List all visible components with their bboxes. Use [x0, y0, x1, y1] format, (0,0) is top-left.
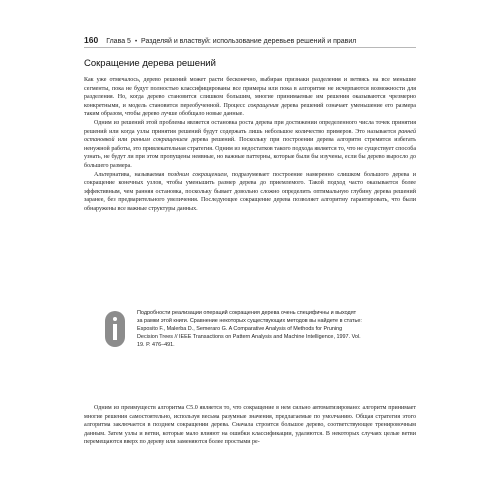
emphasized-term: ранней остановкой [84, 128, 416, 144]
emphasized-term: сокращения [247, 102, 279, 109]
running-header [84, 35, 430, 45]
header-divider [84, 47, 416, 48]
paragraph: Как уже отмечалось, дерево решений может расти бесконечно, выбирая признаки разделения и ветвясь на все меньшие сегменты, пока не будут полностью классифицированы все примеры или пока в алгоритме не исчерпаются возможности для разделения. Но, когда дерево становится слишком большим, многие принимаемые им решения оказываются чрезмерно конкретными, и модель становится переобученной. Процесс сокращения дерева решений означает уменьшение его размера таким образом, чтобы дерево лучше обобщало новые данные. [84, 77, 416, 118]
body-text-continued [84, 404, 416, 447]
note-box [84, 309, 416, 349]
paragraph: Одним из преимуществ алгоритма C5.0 является то, что сокращение в нем сильно автоматизировано: алгоритм принимает многие решения самостоятельно, используя весьма разумные значения, предлагаемые по умолчанию. Общая стратегия этого алгоритма заключается в позднем сокращении дерева. Сначала строится большое дерево, соответствующее тренировочным данным. Затем узлы и ветви, которые мало влияют на ошибки классификации, удаляются. В некоторых случаях целые ветви перемещаются вверх по дереву или заменяются более простыми ре- [84, 405, 416, 446]
page-number: 160 [84, 35, 99, 45]
note-text: Подробности реализации операций сокращения дерева очень специфичны и выходят за рамки этой книги. Сравнение некоторых существующих методов вы найдете в статье: Esposito F., Malerba D., Semeraro G. A Comparative Analysis of Methods for Pruning Decision Trees // IEEE Transactions on Pattern Analysis and Machine Intelligence, 1997. Vol. 19. P. 476–491. [137, 310, 362, 349]
chapter-label: Глава 5 [106, 38, 131, 45]
info-icon [105, 311, 125, 347]
chapter-title: Разделяй и властвуй: использование деревьев решений и правил [141, 38, 357, 45]
emphasized-term: поздним сокращением [167, 171, 227, 178]
paragraph: Альтернатива, называемая поздним сокращением, подразумевает построение намеренно слишком большого дерева и сокращение конечных узлов, чтобы уменьшить размер дерева до приемлемого. Такой подход часто оказывается более эффективным, чем ранняя остановка, поскольку бывает довольно сложно определить оптимальную глубину дерева решений заранее, без предварительного увеличения. Последующее сокращение дерева позволяет алгоритму гарантировать, что были обнаружены все важные структуры данных. [84, 171, 416, 212]
section-heading: Сокращение дерева решений [84, 58, 216, 69]
paragraph: Одним из решений этой проблемы является остановка роста дерева при достижении определенного числа точек принятия решений или когда узлы принятия решений будут содержать лишь небольшое количество примеров. Это называется ранней остановкой или ранним сокращением дерева решений. Поскольку при построении дерева алгоритм стремится избегать ненужной работы, это привлекательная стратегия. Одним из недостатков такого подхода является то, что не существует способа узнать, не будут ли при этом пропущены неявные, но важные паттерны, которые были бы изучены, если бы дерево выросло до большего размера. [84, 119, 416, 169]
header-bullet: • [134, 39, 138, 45]
emphasized-term: ранним сокращением [130, 137, 188, 144]
body-text [84, 76, 416, 214]
